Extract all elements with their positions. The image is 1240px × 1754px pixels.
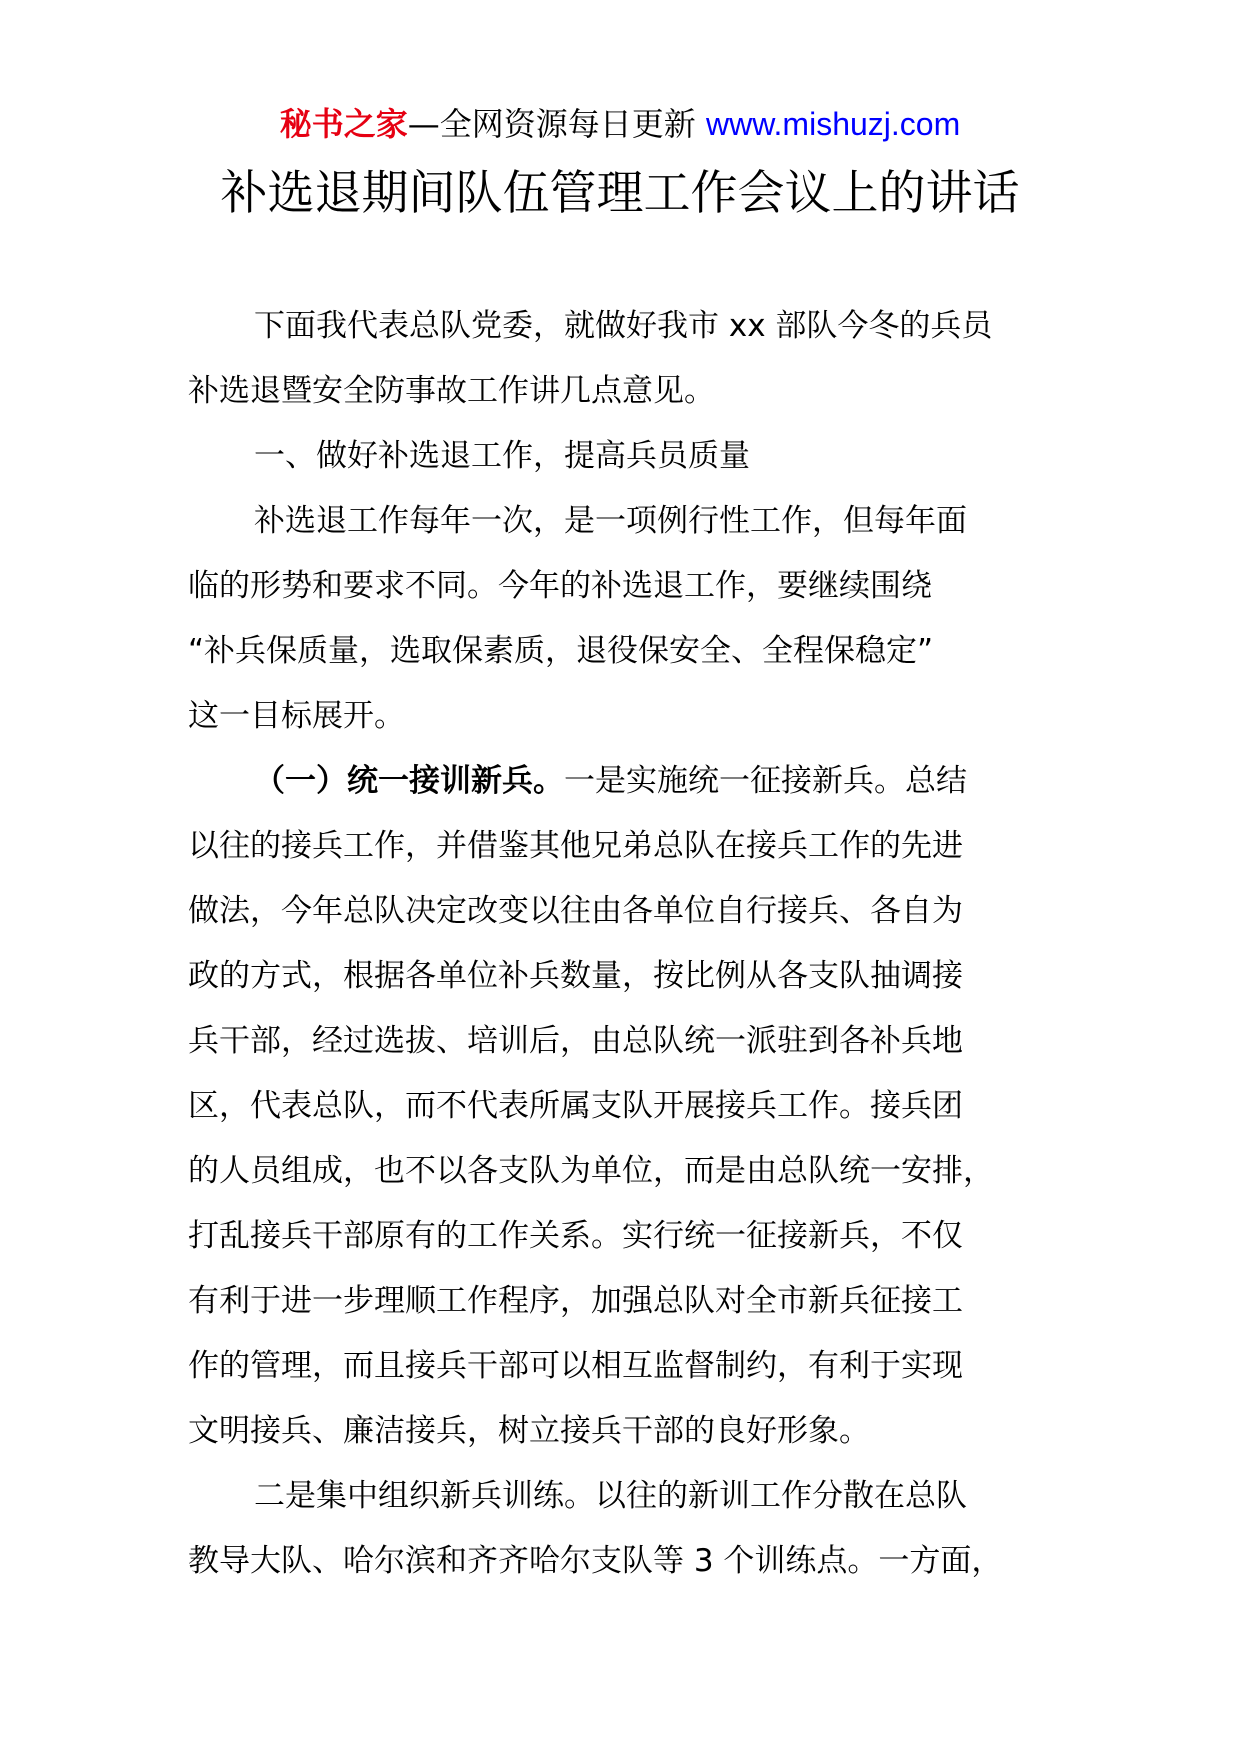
paragraph-line: 临的形势和要求不同。今年的补选退工作，要继续围绕 — [188, 568, 932, 604]
paragraph-line: 补选退暨安全防事故工作讲几点意见。 — [188, 373, 715, 409]
paragraph-line: 这一目标展开。 — [188, 698, 405, 734]
paragraph-line: 补选退工作每年一次，是一项例行性工作，但每年面 — [254, 503, 967, 539]
paragraph-line: 政的方式，根据各单位补兵数量，按比例从各支队抽调接 — [188, 958, 963, 994]
paragraph-line: 区，代表总队，而不代表所属支队开展接兵工作。接兵团 — [188, 1088, 963, 1124]
paragraph-line: 二是集中组织新兵训练。以往的新训工作分散在总队 — [254, 1478, 967, 1514]
paragraph-line: “补兵保质量，选取保素质，退役保安全、全程保稳定” — [188, 633, 934, 669]
subsection-heading: （一）统一接训新兵。 — [254, 763, 564, 799]
paragraph-line: 的人员组成，也不以各支队为单位，而是由总队统一安排， — [188, 1153, 994, 1189]
paragraph-line: 打乱接兵干部原有的工作关系。实行统一征接新兵，不仅 — [188, 1218, 963, 1254]
paragraph-line: 以往的接兵工作，并借鉴其他兄弟总队在接兵工作的先进 — [188, 828, 963, 864]
document-title: 补选退期间队伍管理工作会议上的讲话 — [220, 166, 1020, 221]
brand-name: 秘书之家 — [279, 105, 408, 143]
paragraph-line: 文明接兵、廉洁接兵，树立接兵干部的良好形象。 — [188, 1413, 870, 1449]
paragraph-line: 作的管理，而且接兵干部可以相互监督制约，有利于实现 — [188, 1348, 963, 1384]
paragraph-line: 有利于进一步理顺工作程序，加强总队对全市新兵征接工 — [188, 1283, 963, 1319]
header-slogan: —全网资源每日更新 — [407, 105, 706, 143]
paragraph-line-with-heading — [188, 749, 1056, 814]
paragraph-line: 教导大队、哈尔滨和齐齐哈尔支队等 3 个训练点。一方面， — [188, 1543, 1003, 1579]
document-body — [188, 294, 1056, 1594]
paragraph-line: 下面我代表总队党委，就做好我市 xx 部队今冬的兵员 — [254, 308, 993, 344]
paragraph-line: 兵干部，经过选拔、培训后，由总队统一派驻到各补兵地 — [188, 1023, 963, 1059]
paragraph-line: 做法，今年总队决定改变以往由各单位自行接兵、各自为 — [188, 893, 963, 929]
paragraph-text: 一是实施统一征接新兵。总结 — [564, 763, 967, 799]
section-heading: 一、做好补选退工作，提高兵员质量 — [254, 438, 750, 474]
site-url[interactable]: www.mishuzj.com — [705, 106, 961, 142]
site-header — [0, 100, 1240, 148]
